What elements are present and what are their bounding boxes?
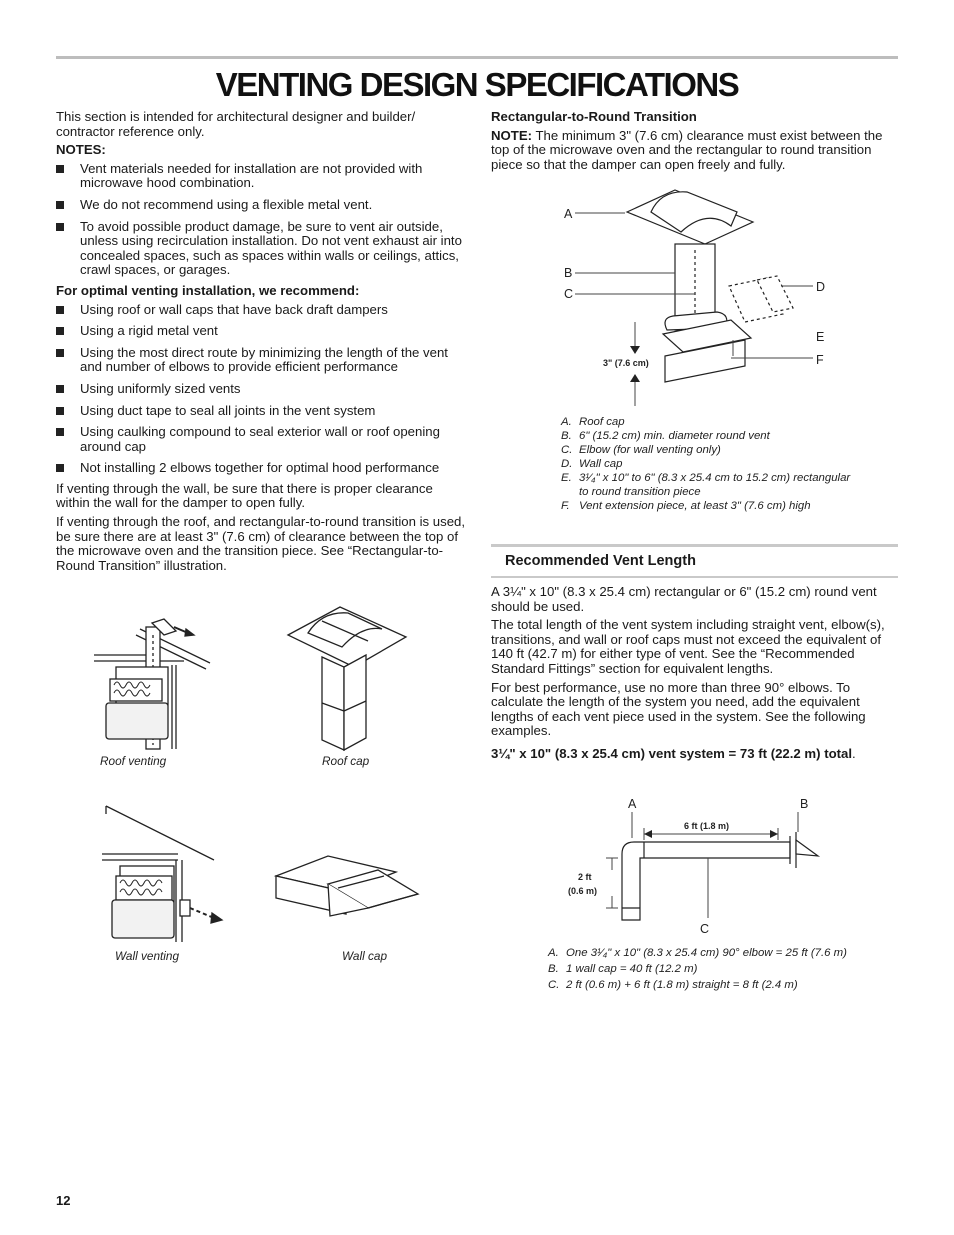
left-column	[56, 110, 466, 577]
legend-item: B. 1 wall cap = 40 ft (12.2 m)	[548, 963, 698, 975]
diagram-label-b: B	[564, 266, 573, 280]
legend-item: E. 3¹⁄₄" x 10" to 6" (8.3 x 25.4 cm to 15.2 cm) rectangular to round transition piece	[561, 472, 851, 498]
list-item: Vent materials needed for installation are not provided with microwave hood combination.	[56, 162, 466, 191]
list-item: Using roof or wall caps that have back draft dampers	[56, 303, 466, 318]
notes-list	[56, 162, 466, 278]
transition-note	[491, 129, 891, 173]
vent-length-diagram	[560, 792, 830, 937]
vertical-length-label-2: (0.6 m)	[568, 886, 598, 896]
legend-item: A. One 3¹⁄₄" x 10" (8.3 x 25.4 cm) 90° elbow = 25 ft (7.6 m)	[548, 947, 847, 959]
page-title: VENTING DESIGN SPECIFICATIONS	[215, 66, 739, 103]
transition-legend	[561, 415, 851, 513]
roof-cap-caption: Roof cap	[322, 754, 370, 768]
note-label: NOTE:	[491, 127, 533, 143]
top-rule	[56, 56, 898, 59]
roof-venting-paragraph: If venting through the roof, and rectangular-to-round transition is used, be sure there are at least 3" (7.6 cm) of clearance between the top of the microwave oven and the transition piece. See “Rectangular-to-Round Transition” illustration.	[56, 514, 466, 573]
recommendations-list	[56, 303, 466, 476]
legend-item: B. 6" (15.2 cm) min. diameter round vent	[561, 430, 770, 442]
transition-heading: Rectangular-to-Round Transition	[491, 109, 697, 124]
page-number: 12	[56, 1193, 71, 1208]
intro-paragraph: This section is intended for architectural designer and builder/ contractor reference only.	[56, 109, 416, 139]
wall-cap-caption: Wall cap	[342, 949, 388, 963]
roof-venting-caption: Roof venting	[100, 754, 167, 768]
vent-length-legend	[548, 945, 888, 993]
list-item: Using the most direct route by minimizing the length of the vent and number of elbows to provide efficient performance	[56, 346, 466, 375]
wall-venting-caption: Wall venting	[115, 949, 180, 963]
vent-length-p1: A 3¼" x 10" (8.3 x 25.4 cm) rectangular or 6" (15.2 cm) round vent should be used.	[491, 584, 877, 614]
list-item: We do not recommend using a flexible metal vent.	[56, 198, 466, 213]
diagram-label-d: D	[816, 280, 826, 294]
horizontal-length-label: 6 ft (1.8 m)	[684, 821, 730, 831]
list-item: To avoid possible product damage, be sure to vent air outside, unless using recirculation installation. Do not vent exhaust air into concealed spaces, such as spaces within walls or ceilings, attics, crawl spaces, or garages.	[56, 220, 466, 278]
vent-length-heading: Recommended Vent Length	[505, 553, 696, 569]
diagram-label-c: C	[564, 287, 574, 301]
vent-length-p3: For best performance, use no more than three 90° elbows. To calculate the length of the system you need, add the equivalent lengths of each vent piece used in the system. See the following examples.	[491, 679, 866, 739]
legend-item: A. Roof cap	[561, 416, 625, 428]
legend-item: C. Elbow (for wall venting only)	[561, 444, 721, 456]
wall-venting-paragraph: If venting through the wall, be sure that there is proper clearance within the wall for the damper to open fully.	[56, 480, 433, 511]
length-label-c: C	[700, 922, 710, 936]
length-label-a: A	[628, 797, 637, 811]
roof-venting-illustration	[90, 605, 220, 751]
roof-cap-illustration	[282, 605, 412, 753]
list-item: Using a rigid metal vent	[56, 324, 466, 339]
list-item: Using uniformly sized vents	[56, 382, 466, 397]
section-rule-top	[491, 544, 898, 547]
notes-heading: NOTES:	[56, 142, 106, 158]
vent-system-total: 3¼" x 10" (8.3 x 25.4 cm) vent system = 73 ft (22.2 m) total.	[491, 745, 856, 761]
section-rule-bottom	[491, 576, 898, 578]
vertical-length-label-1: 2 ft	[578, 872, 592, 882]
length-label-b: B	[800, 797, 809, 811]
list-item: Not installing 2 elbows together for optimal hood performance	[56, 461, 466, 476]
diagram-label-a: A	[564, 207, 573, 221]
diagram-label-f: F	[816, 353, 824, 367]
list-item: Using caulking compound to seal exterior wall or roof opening around cap	[56, 425, 466, 454]
recommend-heading: For optimal venting installation, we recommend:	[56, 282, 360, 298]
diagram-label-e: E	[816, 330, 825, 344]
legend-item: C. 2 ft (0.6 m) + 6 ft (1.8 m) straight = 8 ft (2.4 m)	[548, 979, 798, 991]
legend-item: D. Wall cap	[561, 458, 623, 470]
note-text: The minimum 3" (7.6 cm) clearance must exist between the top of the microwave oven and the rectangular to round transition piece so that the damper can open freely and fully.	[491, 127, 883, 172]
vent-length-text	[491, 585, 895, 766]
clearance-label: 3" (7.6 cm)	[603, 358, 649, 368]
transition-diagram	[555, 180, 845, 412]
list-item: Using duct tape to seal all joints in the vent system	[56, 404, 466, 419]
wall-venting-illustration	[98, 800, 228, 945]
wall-cap-illustration	[272, 852, 422, 924]
legend-item: F. Vent extension piece, at least 3" (7.6 cm) high	[561, 500, 811, 512]
vent-length-p2: The total length of the vent system including straight vent, elbow(s), transitions, and wall or roof caps must not exceed the equivalent of 140 ft (42.7 m) for either type of vent. See the “Recommended Standard Fittings” section for equivalent lengths.	[491, 617, 885, 676]
transition-section	[491, 110, 891, 176]
